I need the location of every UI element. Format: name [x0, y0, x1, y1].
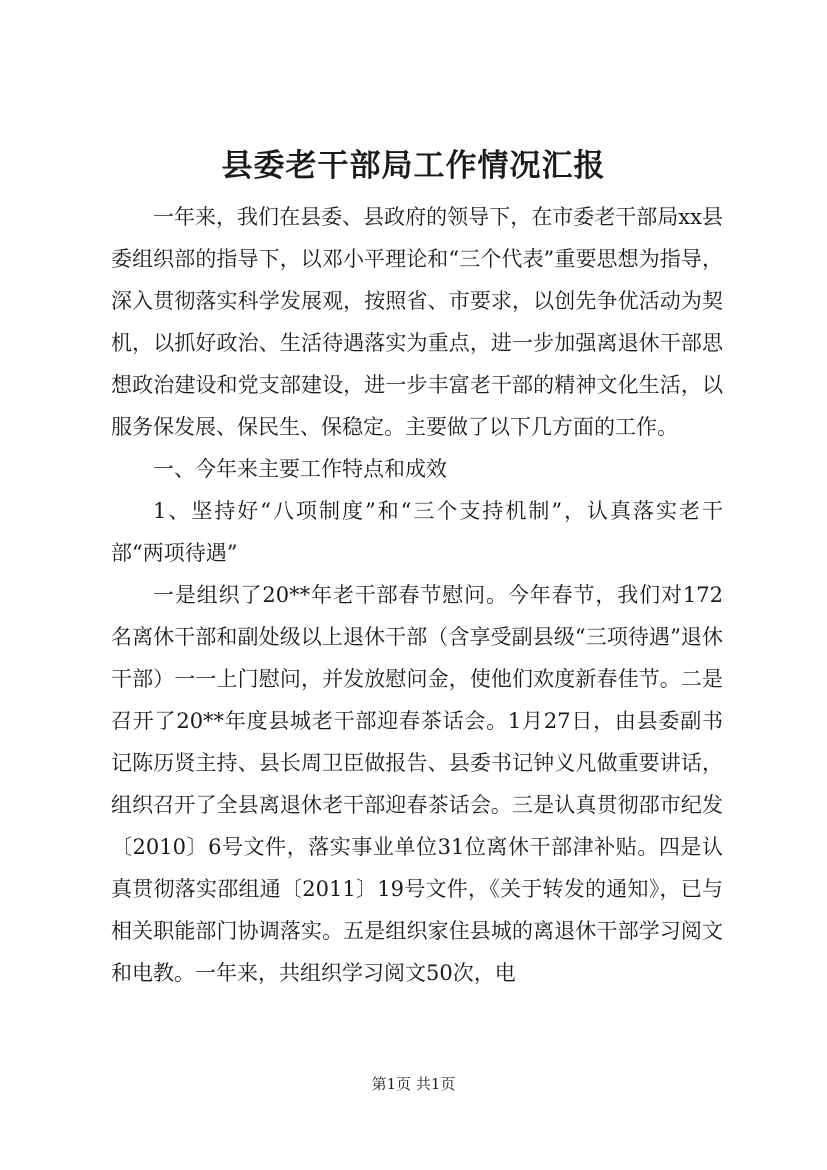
subsection-heading: 1、坚持好“八项制度”和“三个支持机制”，认真落实老干部“两项待遇”: [111, 499, 723, 565]
document-title: 县委老干部局工作情况汇报: [221, 148, 606, 184]
paragraph-intro: 一年来，我们在县委、县政府的领导下，在市委老干部局xx县委组织部的指导下，以邓小平理论和“三个代表”重要思想为指导，深入贯彻落实科学发展观，按照省、市要求，以创先争优活动为契机，以抓好政治、生活待遇落实为重点，进一步加强离退休干部思想政治建设和党支部建设，进一步丰富老干部的精神文化生活，以服务保发展、保民生、保稳定。主要做了以下几方面的工作。: [111, 205, 723, 439]
paragraph-details: 一是组织了20**年老干部春节慰问。今年春节，我们对172名离休干部和副处级以上退休干部（含享受副县级“三项待遇”退休干部）一一上门慰问，并发放慰问金，使他们欢度新春佳节。二是召开了20**年度县城老干部迎春茶话会。1月27日，由县委副书记陈历贤主持、县长周卫臣做报告、县委书记钟义凡做重要讲话，组织召开了全县离退休老干部迎春茶话会。三是认真贯彻邵市纪发〔2010〕6号文件，落实事业单位31位离休干部津补贴。四是认真贯彻落实邵组通〔2011〕19号文件，《关于转发的通知》，已与相关职能部门协调落实。五是组织家住县城的离退休干部学习阅文和电教。一年来，共组织学习阅文50次，电: [111, 583, 723, 985]
section-heading: 一、今年来主要工作特点和成效: [153, 457, 447, 481]
page-footer: 第1页 共1页: [371, 1075, 456, 1093]
document-body: [111, 196, 723, 994]
